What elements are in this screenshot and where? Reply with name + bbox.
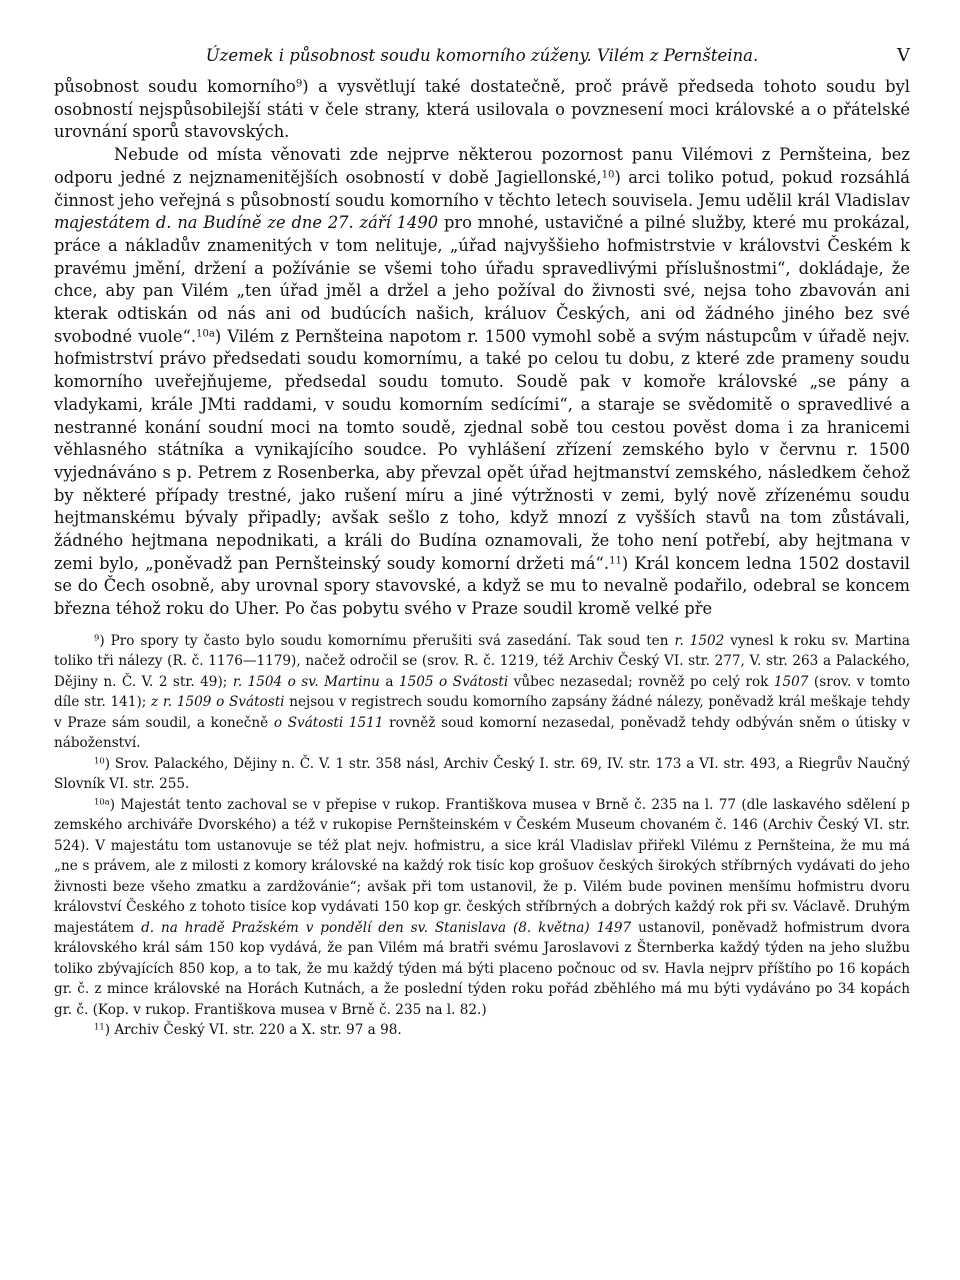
footnotes [54,631,910,1041]
footnote-10: $^{10}$) Srov. Palackého, Dějiny n. Č. V. 1 str. 358 násl, Archiv Český I. str. 69, IV. str. 173 a VI. str. 493, a Riegrův Naučný Slovník VI. str. 255. [54,755,910,793]
main-text [54,76,910,621]
footnote-11: $^{11}$) Archiv Český VI. str. 220 a X. str. 97 a 98. [94,1021,402,1039]
document-page [54,36,910,1041]
footnote-ref-10[interactable]: 10 [601,169,615,181]
footnote-10a: $^{10a}$) Majestát tento zachoval se v přepise v rukop. Františkova musea v Brně č. 235 na l. 77 (dle laskavého sdělení p zemského archiváře Dvorského) a též v rukopise Pernšteinském v Českém Museum chovaném č. 146 (Archiv Český VI. str. 524). V majestátu tom ustanovuje se též plat nejv. hofmistru, a sice král Vladislav přiřekl Vilému z Pernšteina, že mu má „ne s právem, ale z milosti z komory královské na každý rok tisíc kop grošuov českých širokých stříbrných vydávati do jeho živnosti beze všeho zmatku a zardžovánie“; avšak při tom ustanovil, že p. Vilém bude povinen menšímu hofmistru dvoru království Českého z tohoto tisíce kop vydávati 150 kop gr. českých stříbrných a dobrých každý rok při sv. Václavě. Druhým majestátem d. na hradě Pražském v pondělí den sv. Stanislava (8. května) 1497 ustanovil, poněvadž hofmistrum dvora královského král sám 150 kop vydává, že pan Vilém má bratři svému Jaroslavovi z Šternberka každý týden na jeho službu toliko zbývajících 850 kop, a to tak, že mu každý týden má býti placeno počnouc od sv. Havla nejprv příštího po 16 kopách gr. č. z mince královské na Horách Kutnách, a že poslední týden roku pořád zběhlého má mu býti vydáváno po 34 kopách gr. č. (Kop. v rukop. Františkova musea v Brně č. 235 na l. 82.) [54,796,910,1018]
footnote-ref-10a[interactable]: 10a [196,328,215,340]
paragraph-1: působnost soudu komorního$^9$) a vysvětlují také dostatečně, proč právě předseda tohoto soudu byl osobností nejspůsobilejší státi v čele strany, která usilovala o povznesení moci královské a o přátelské urovnání sporů stavovských. [54,77,910,142]
footnote-9: $^9$) Pro spory ty často bylo soudu komornímu přerušiti svá zasedání. Tak soud ten r. 1502 vynesl k roku sv. Martina toliko tři nálezy (R. č. 1176—1179), načež odročil se (srov. R. č. 1219, též Archiv Český VI. str. 277, V. str. 263 a Palackého, Dějiny n. Č. V. 2 str. 49); r. 1504 o sv. Martinu a 1505 o Svátosti vůbec nezasedal; rovněž po celý rok 1507 (srov. v tomto díle str. 141); z r. 1509 o Svátosti nejsou v registrech soudu komorního zapsány žádné nálezy, poněvadž král meškaje tehdy v Praze sám soudil, a konečně o Svátosti 1511 rovněž soud komorní nezasedal, poněvadž tehdy odbýván sněm o útisky v náboženství. [54,632,911,752]
running-title: Územek i působnost soudu komorního zúženy. Vilém z Pernšteina. [205,46,759,65]
page-number: V [897,45,910,66]
footnote-ref-9[interactable]: 9 [295,78,303,90]
running-header [54,36,910,76]
paragraph-2: Nebude od místa věnovati zde nejprve některou pozornost panu Vilémovi z Pernšteina, bez odporu jedné z nejznamenitějších osobností v době Jagiellonské,$^{10}$) arci toliko potud, pokud rozsáhlá činnost jeho veřejná s působností soudu komorního v těchto letech souvisela. Jemu udělil král Vladislav majestátem d. na Budíně ze dne 27. září 1490 pro mnohé, ustavičné a pilné služby, které mu prokázal, práce a nákladův znamenitých v tom nelituje, „úřad najvyššieho hofmistrstvie v královstvi Českém k pravému jmění, držení a požívánie se všemi toho úřadu spravedlivými příslušnostmi“, dokládaje, že chce, aby pan Vilém „ten úřad jměl a držel a jeho požíval do živnosti své, nejsa toho zbavován ani kterak odtiskán od nás ani od budúcích našich, králuov Českých, ani od žádného jiného bez své svobodné vuole“.$^{10a}$) Vilém z Pernšteina napotom r. 1500 vymohl sobě a svým nástupcům v úřadě nejv. hofmistrství právo předsedati soudu komornímu, a také po celou tu dobu, z které zde prameny soudu komorního uveřejňujeme, předsedal soudu tomuto. Soudě pak v komoře královské „se pány a vladykami, krále JMti raddami, v soudu komorním sedícími“, a staraje se svědomitě o spravedlivé a nestranné konání soudní moci na tomto soudě, zjednal sobě tou cestou pověst doma i za hranicemi věhlasného státníka a vynikajícího soudce. Po vyhlášení zřízení zemského bylo v červnu r. 1500 vyjednáváno s p. Petrem z Rosenberka, aby převzal opět úřad hejtmanství zemského, následkem čehož by některé případy trestné, jako rušení míru a jiné výtržnosti v zemi, bylý nově zřízenému soudu hejtmanskému bývaly připadly; avšak sešlo z toho, když mnozí z vyšších stavů na tom zůstávali, žádného hejtmana nepodnikati, a králi do Budína oznamovali, že toho není potřebí, aby hejtmana v zemi bylo, „poněvadž pan Pernšteinský soudy komorní držeti má“.$^{11}$) Král koncem ledna 1502 dostavil se do Čech osobně, aby urovnal spory stavovské, a když se mu to nevalně podařilo, odebral se koncem března téhož roku do Uher. Po čas pobytu svého v Praze soudil kromě velké pře [54,145,910,619]
footnote-ref-11[interactable]: 11 [609,555,622,567]
emphasis: majestátem d. na Budíně ze dne 27. září 1490 [54,213,439,233]
